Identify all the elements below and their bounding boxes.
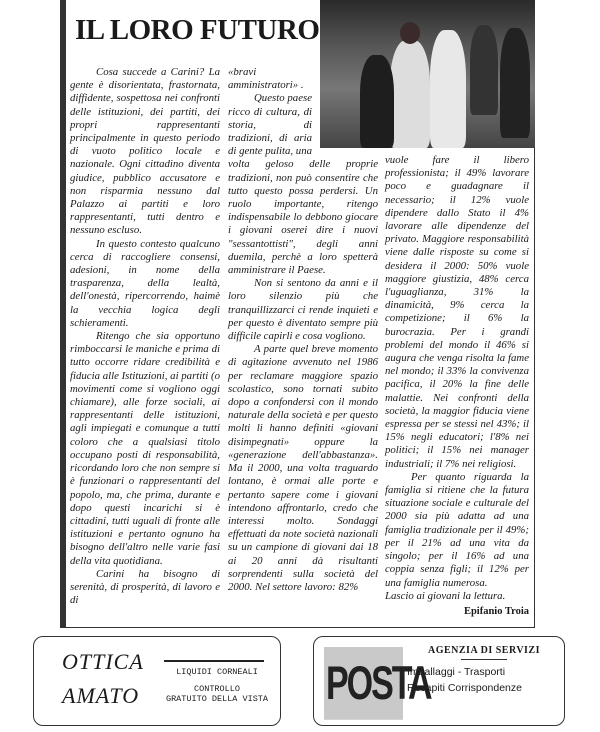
ad-name: OTTICA [62, 649, 144, 674]
paragraph: vuole fare il libero professionista; il 49% lavorare poco e guadagnare il necessario; il 12% vuole dipendere dallo Stato il 4% lavorare alle dipendenze del privato. Maggiore responsabilità viene dalle risposte su come si desidera il 2000: 50% vuole maggiore giustizia, 48% cerca l'uguaglianza, 31% la dinamicità, 9% cerca la competizione; il 6% la burocrazia. Per i grandi problemi del mondo il 46% si augura che venga risolta la fame nel mondo; il 33% la convivenza pacifica, il 20% la fine delle malattie. Nei confronti della società, la maggior fiducia viene espressa per se stessi nel 43%; il 15% negli educatori; l'8% nei politici; il 15% nei manager industriali; il 7% nei religiosi. [385, 154, 529, 470]
posta-logo: POSTA [324, 647, 403, 720]
agenzia-servizi-ad [313, 636, 565, 726]
ad-heading: AGENZIA DI SERVIZI [427, 645, 540, 656]
article-column-3 [385, 154, 529, 618]
paragraph: Lascio ai giovani la lettura. [385, 589, 506, 602]
paragraph: Ritengo che sia opportuno rimboccarsi le maniche e prima di tutto occorre ridare credibilità e fiducia alle Istituzioni, ai partiti (o movimenti come si vogliono oggi chiamare), alle forze sociali, ai rappresentanti delle istituzioni, agli impiegati e comunque a tutti coloro che a qualsiasi titolo occupano posti di responsabilità, ricordando loro che non sempre si è funzionari o rappresentanti del popolo, ma, che prima, durante e dopo questi incarichi si è cittadini, tutti uguali di fronte alle istituzioni e pertanto ognuno ha bisogno dell'altro nelle varie fasi della vita quotidiana. [70, 330, 220, 567]
paragraph: Cosa succede a Carini? La gente è disorientata, frastornata, diffidente, sospettosa nei confronti delle istituzioni, dei partiti, dei propri rappresentanti principalmente in questo periodo di vuoto politico locale e nazionale. Ogni cittadino diventa giudice, pubblico accusatore e non risparmia nessuno dal Palazzo ai partiti e loro rappresentanti, tutti dentro e nessuno escluso. [70, 66, 220, 237]
paragraph: Carini ha bisogno di serenità, di prosperità, di lavoro e di [70, 567, 220, 607]
divider [461, 659, 507, 660]
article-column-1 [70, 66, 220, 607]
ad-line: CONTROLLO [194, 684, 240, 694]
divider [164, 660, 264, 662]
ad-line: LIQUIDI CORNEALI [176, 667, 258, 677]
paragraph: Per quanto riguarda la famiglia si ritiene che la futura situazione sociale e culturale del 2000 sia più adatta ad una famiglia tradizionale per il 49%; per il 21% ad una vita da singolo; per il 16% ad una coppia senza figli; il 12% per una famiglia numerosa. [385, 470, 529, 589]
article-column-2 [228, 66, 378, 594]
paragraph: Non si sentono da anni e il loro silenzio più che tranquillizzarci ci rende inquieti e per questo è diventato sempre più difficile capirli e cosa vogliono. [228, 277, 378, 343]
paragraph: In questo contesto qualcuno cerca di raccogliere consensi, adesioni, in nome della trasparenza, della lealtà, dell'onestà, ripercorrendo, haimè la vecchia logica degli schieramenti. [70, 237, 220, 329]
ad-line: Recapiti Corrispondenze [407, 682, 522, 694]
paragraph: Questo paese ricco di cultura, di storia, di tradizioni, di aria di gente pulita, una volta geloso delle proprie tradizioni, non può consentire che tutto questo possa perdersi. Un ruolo importante, ritengo indispensabile lo debbono giocare i giovani oserei dire i nuovi "sessantottisti", degli anni duemila, perchè a loro spetterà amministrare il Paese. [228, 92, 378, 277]
paragraph: A parte quel breve momento di agitazione avvenuto nel 1986 per reclamare maggiore spazio scolastico, sono tornati subito dopo a confondersi con il mondo naturale della società e per questo molti li hanno definiti «giovani disimpegnati» oppure la «generazione dell'abbastanza». Ma il 2000, una volta traguardo lontano, è ormai alle porte e pertanto sapere come i giovani intendono affrontarlo, credo che interessi molto. Sondaggi effettuati da note società nazionali su un campione di giovani dai 18 ai 20 anni dà risultanti sorprendenti sulla società del 2000. Nel settore lavoro: 82% [228, 343, 378, 593]
paragraph: «bravi amministratori» . [228, 66, 304, 92]
ad-line: Imballaggi - Trasporti [407, 666, 506, 678]
author-signature: Epifanio Troia [463, 605, 529, 617]
ad-name: AMATO [62, 683, 140, 708]
ottica-amato-ad [33, 636, 281, 726]
ad-line: GRATUITO DELLA VISTA [165, 694, 269, 704]
article-title: IL LORO FUTURO [75, 14, 320, 46]
